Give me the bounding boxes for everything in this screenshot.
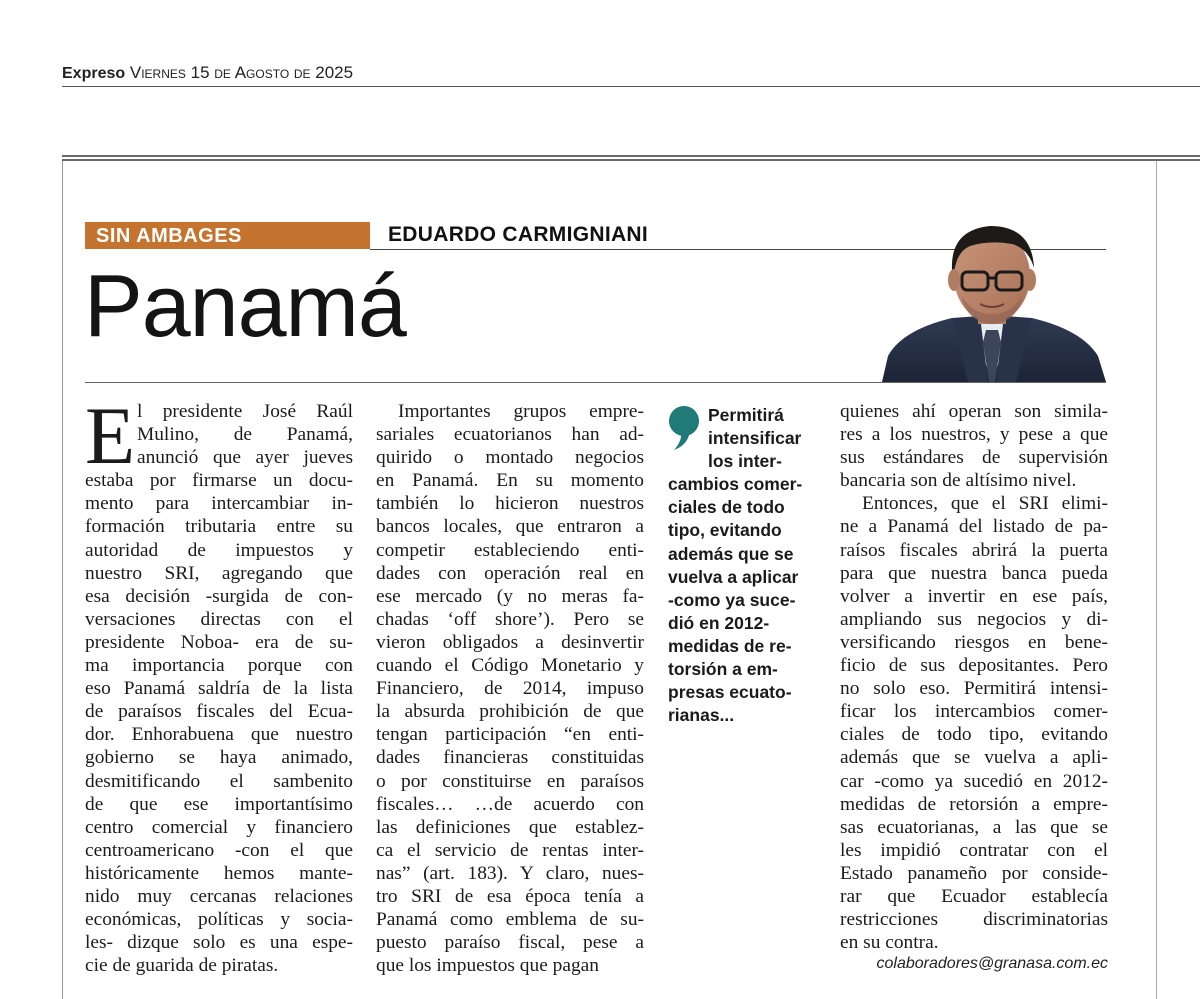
text-line: no solo eso. Permitirá intensi- — [840, 678, 1108, 700]
text-line: las definiciones que establez- — [376, 816, 644, 838]
text-line: nido muy cercanas relaciones — [85, 885, 353, 907]
text-line: nas” (art. 183). Y claro, nues- — [376, 862, 644, 884]
masthead-rule — [62, 86, 1200, 87]
text-line: quirido o montado negocios — [376, 447, 644, 469]
text-line: restricciones discriminatorias — [840, 909, 1108, 931]
frame-right-line — [1156, 161, 1157, 999]
masthead — [62, 63, 1200, 85]
text-line: sariales ecuatorianos han ad- — [376, 424, 644, 446]
text-line: fiscales… …de acuerdo con — [376, 793, 644, 815]
text-line: ampliando sus negocios y di- — [840, 608, 1108, 630]
text-line: ciales de todo tipo, evitando — [840, 724, 1108, 746]
text-line: ma importancia porque con — [85, 655, 353, 677]
pull-quote-line: medidas de re- — [668, 635, 792, 656]
text-line: la absurda prohibición de que — [376, 701, 644, 723]
text-line: tro SRI de esa época tenía a — [376, 885, 644, 907]
text-line: sas ecuatorianas, a las que se — [840, 816, 1108, 838]
text-line: además que se vuelva a apli- — [840, 747, 1108, 769]
text-line: raísos fiscales abrirá la puerta — [840, 539, 1108, 561]
text-line: en su contra. — [840, 932, 939, 954]
text-line: les- dizque solo es una espe- — [85, 932, 353, 954]
drop-cap: E — [85, 390, 136, 481]
text-line: les impidió contratar con el — [840, 839, 1108, 861]
text-line: Estado panameño por conside- — [840, 862, 1108, 884]
text-line: económicas, políticas y socia- — [85, 909, 353, 931]
text-line: ficio de sus depositantes. Pero — [840, 655, 1108, 677]
text-line: nuestro SRI, agregando que — [85, 562, 353, 584]
pull-quote-line: dió en 2012- — [668, 612, 770, 633]
text-line: Entonces, que el SRI elimi- — [862, 493, 1108, 515]
text-line: de que ese importantísimo — [85, 793, 353, 815]
pull-quote-line: Permitirá — [708, 405, 784, 425]
text-line: eso Panamá saldría de la lista — [85, 678, 353, 700]
text-line: competir estableciendo enti- — [376, 539, 644, 561]
pull-quote-line: vuelva a aplicar — [668, 566, 799, 587]
text-line: puesto paraíso fiscal, pese a — [376, 932, 644, 954]
text-line: cie de guarida de piratas. — [85, 955, 279, 977]
pull-quote-line: intensificar — [708, 428, 802, 449]
text-line: para que nuestra banca pueda — [840, 562, 1108, 584]
pull-quote-line: además que se — [668, 543, 794, 564]
article-column-4 — [840, 400, 1108, 954]
text-line: medidas de retorsión a empre- — [840, 793, 1108, 815]
text-line: estaba por firmarse un docu- — [85, 470, 353, 492]
text-line: anunció que ayer jueves — [137, 447, 353, 469]
text-line: Financiero, de 2014, impuso — [376, 678, 644, 700]
text-line: ficar los intercambios comer- — [840, 701, 1108, 723]
pull-quote — [668, 404, 814, 727]
text-line: en Panamá. En su momento — [376, 470, 644, 492]
text-line: Panamá como emblema de su- — [376, 909, 644, 931]
text-line: ne a Panamá del listado de pa- — [840, 516, 1108, 538]
text-line: l presidente José Raúl — [137, 401, 353, 422]
text-line: quienes ahí operan son simila- — [840, 401, 1108, 422]
text-line: sus estándares de supervisión — [840, 447, 1108, 469]
text-line: bancos locales, que entraron a — [376, 516, 644, 538]
pull-quote-line: tipo, evitando — [668, 520, 782, 541]
frame-left-line — [62, 161, 63, 999]
text-line: también lo hicieron nuestros — [376, 493, 644, 515]
text-line: ese mercado (y no meras fa- — [376, 585, 644, 607]
text-line: presidente Noboa- era de su- — [85, 631, 353, 653]
text-line: versaciones directas con el — [85, 608, 353, 630]
double-rule-top — [62, 155, 1200, 157]
text-line: dades financieras constituidas — [376, 747, 644, 769]
pull-quote-line: ciales de todo — [668, 497, 785, 518]
text-line: dor. Enhorabuena que nuestro — [85, 724, 353, 746]
pull-quote-line: -como ya suce- — [668, 589, 796, 610]
text-line: res a los nuestros, y pese a que — [840, 424, 1108, 446]
text-line: gobierno se haya animado, — [85, 747, 353, 769]
text-line: versificando riesgos en bene- — [840, 631, 1108, 653]
text-line: de paraísos fiscales del Ecua- — [85, 701, 353, 723]
headline: Panamá — [84, 256, 406, 355]
author-name: EDUARDO CARMIGNIANI — [388, 223, 649, 246]
author-photo — [882, 218, 1106, 382]
text-line: centro comercial y financiero — [85, 816, 353, 838]
text-line: históricamente hemos mante- — [85, 862, 353, 884]
pull-quote-line: presas ecuato- — [668, 682, 792, 703]
article-column-1 — [85, 400, 353, 977]
text-line: dades con operación real en — [376, 562, 644, 584]
article-column-2 — [376, 400, 644, 977]
text-line: Mulino, de Panamá, — [137, 424, 353, 446]
text-line: rar que Ecuador establecía — [840, 885, 1108, 907]
section-label: SIN AMBAGES — [96, 225, 242, 247]
text-line: autoridad de impuestos y — [85, 539, 353, 561]
text-line: que los impuestos que pagan — [376, 955, 599, 977]
text-line: o por constituirse en paraísos — [376, 770, 644, 792]
text-line: ca el servicio de rentas inter- — [376, 839, 644, 861]
newspaper-name: Expreso — [62, 65, 126, 82]
text-line: vieron obligados a desinvertir — [376, 631, 644, 653]
pull-quote-line: cambios comer- — [668, 474, 803, 495]
text-line: mento para intercambiar in- — [85, 493, 353, 515]
pull-quote-line: los inter- — [708, 451, 782, 472]
contact-email: colaboradores@granasa.com.ec — [876, 955, 1108, 972]
pull-quote-line: torsión a em- — [668, 659, 778, 680]
headline-rule — [85, 382, 1106, 383]
text-line: formación tributaria entre su — [85, 516, 353, 538]
text-line: desmitificando el sambenito — [85, 770, 353, 792]
text-line: Importantes grupos empre- — [398, 401, 644, 422]
text-line: tengan participación “en enti- — [376, 724, 644, 746]
text-line: centroamericano -con el que — [85, 839, 353, 861]
text-line: cuando el Código Monetario y — [376, 655, 644, 677]
text-line: chadas ‘off shore’). Pero se — [376, 608, 644, 630]
pull-quote-line: rianas... — [668, 705, 735, 726]
text-line: volver a invertir en ese país, — [840, 585, 1108, 607]
text-line: car -como ya sucedió en 2012- — [840, 770, 1108, 792]
text-line: esa decisión -surgida de con- — [85, 585, 353, 607]
text-line: bancaria son de altísimo nivel. — [840, 470, 1077, 492]
edition-date: Viernes 15 de Agosto de 2025 — [129, 63, 354, 82]
double-rule-bottom — [62, 159, 1200, 161]
